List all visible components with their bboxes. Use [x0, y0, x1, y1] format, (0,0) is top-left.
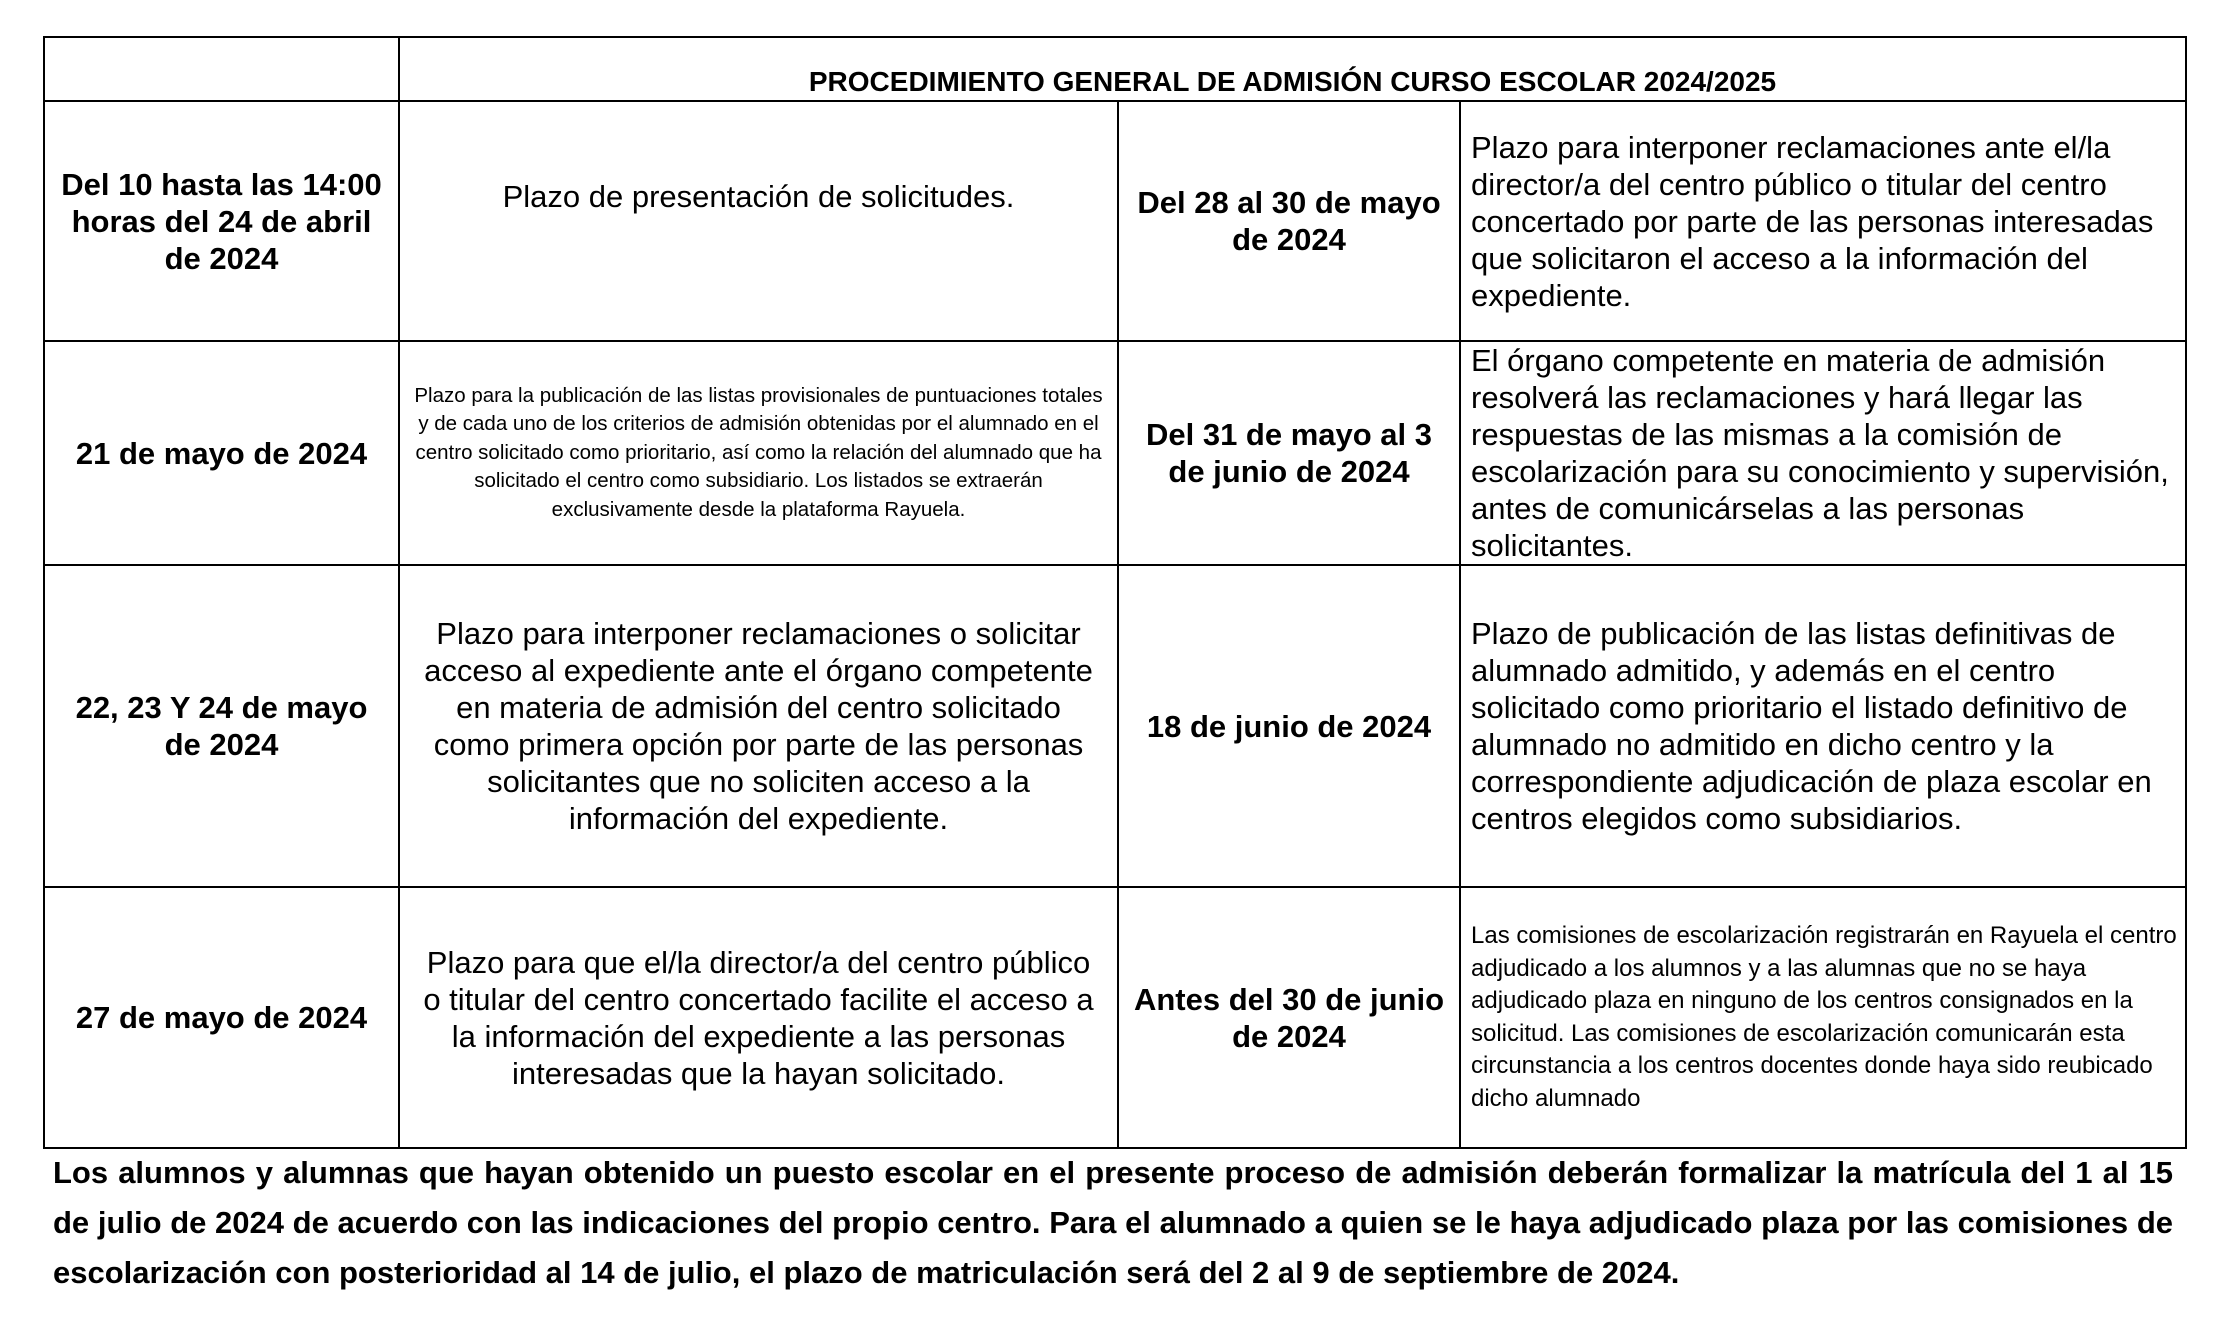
table-header-row [44, 37, 2186, 101]
row-description-left: Plazo para interponer reclamaciones o solicitar acceso al expediente ante el órgano competente en materia de admisión del centro solicitado como primera opción por parte de las personas solicitantes que no soliciten acceso a la información del expediente. [399, 565, 1118, 887]
row-description-right: Plazo de publicación de las listas definitivas de alumnado admitido, y además en el centro solicitado como prioritario el listado definitivo de alumnado no admitido en dicho centro y la correspondiente adjudicación de plaza escolar en centros elegidos como subsidiarios. [1460, 565, 2186, 887]
row-date-right: Del 28 al 30 de mayo de 2024 [1118, 101, 1460, 341]
table-title: PROCEDIMIENTO GENERAL DE ADMISIÓN CURSO ESCOLAR 2024/2025 [399, 37, 2186, 101]
row-description-left: Plazo de presentación de solicitudes. [399, 101, 1118, 341]
row-date-left: 21 de mayo de 2024 [44, 341, 399, 565]
row-date-left: Del 10 hasta las 14:00 horas del 24 de abril de 2024 [44, 101, 399, 341]
row-description-right: Plazo para interponer reclamaciones ante el/la director/a del centro público o titular del centro concertado por parte de las personas interesadas que solicitaron el acceso a la información del expediente. [1460, 101, 2186, 341]
row-description-right: Las comisiones de escolarización registrarán en Rayuela el centro adjudicado a los alumnos y a las alumnas que no se haya adjudicado plaza en ninguno de los centros consignados en la solicitud. Las comisiones de escolarización comunicarán esta circunstancia a los centros docentes donde haya sido reubicado dicho alumnado [1460, 887, 2186, 1148]
table-row [44, 341, 2186, 565]
row-date-right: 18 de junio de 2024 [1118, 565, 1460, 887]
row-date-right: Antes del 30 de junio de 2024 [1118, 887, 1460, 1148]
row-description-right: El órgano competente en materia de admisión resolverá las reclamaciones y hará llegar las respuestas de las mismas a la comisión de escolarización para su conocimiento y supervisión, antes de comunicárselas a las personas solicitantes. [1460, 341, 2186, 565]
table-row [44, 887, 2186, 1148]
row-date-left: 22, 23 Y 24 de mayo de 2024 [44, 565, 399, 887]
row-date-left: 27 de mayo de 2024 [44, 887, 399, 1148]
table-row [44, 101, 2186, 341]
table-row [44, 565, 2186, 887]
header-empty-cell [44, 37, 399, 101]
row-description-left: Plazo para la publicación de las listas provisionales de puntuaciones totales y de cada uno de los criterios de admisión obtenidas por el alumnado en el centro solicitado como prioritario, así como la relación del alumnado que ha solicitado el centro como subsidiario. Los listados se extraerán exclusivamente desde la plataforma Rayuela. [399, 341, 1118, 565]
row-date-right: Del 31 de mayo al 3 de junio de 2024 [1118, 341, 1460, 565]
row-description-left: Plazo para que el/la director/a del centro público o titular del centro concertado facilite el acceso a la información del expediente a las personas interesadas que la hayan solicitado. [399, 887, 1118, 1148]
admission-schedule-table [43, 36, 2187, 1149]
enrollment-note: Los alumnos y alumnas que hayan obtenido un puesto escolar en el presente proceso de admisión deberán formalizar la matrícula del 1 al 15 de julio de 2024 de acuerdo con las indicaciones del propio centro. Para el alumnado a quien se le haya adjudicado plaza por las comisiones de escolarización con posterioridad al 14 de julio, el plazo de matriculación será del 2 al 9 de septiembre de 2024. [53, 1155, 2173, 1290]
